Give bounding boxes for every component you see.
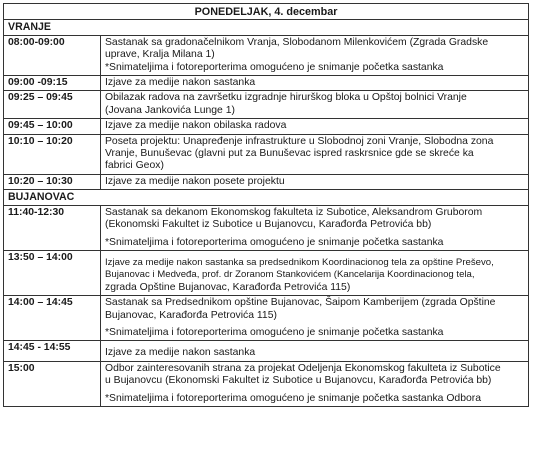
description-cell	[101, 174, 529, 189]
schedule-row	[4, 76, 529, 91]
description-cell	[101, 361, 529, 406]
section-row	[4, 20, 529, 35]
description-cell	[101, 35, 529, 75]
note-line: *Snimateljima i fotoreporterima omogućeno je snimanje početka sastanka	[105, 61, 444, 73]
description-line: Izjave za medije nakon sastanka	[105, 347, 256, 359]
description-line: Izjave za medije nakon sastanka sa predsednikom Koordinacionog tela za opštine Preševo,	[105, 256, 494, 268]
description-line: Vranje, Bunuševac (glavni put za Bunuševac ispred raskrsnice gde se skreće ka	[105, 148, 474, 160]
time-cell: 11:40-12:30	[4, 205, 101, 250]
description-line: Odbor zainteresovanih strana za projekat Odeljenja Ekonomskog fakulteta iz Subotice	[105, 362, 501, 374]
description-line: (Ekonomski Fakultet iz Subotice u Bujanovcu, Karađorđa Petrovića bb)	[105, 219, 432, 231]
note-line: *Snimateljima i fotoreporterima omogućeno je snimanje početka sastanka Odbora	[105, 392, 481, 404]
note-line: *Snimateljima i fotoreporterima omogućeno je snimanje početka sastanka	[105, 236, 444, 248]
schedule-row	[4, 341, 529, 361]
description-line: Izjave za medije nakon sastanka	[105, 77, 256, 89]
page-title: PONEDELJAK, 4. decembar	[4, 4, 529, 20]
description-cell	[101, 250, 529, 295]
description-cell	[101, 134, 529, 174]
section-title-bujanovac: BUJANOVAC	[4, 190, 529, 205]
time-cell: 09:00 -09:15	[4, 76, 101, 91]
time-cell: 14:45 - 14:55	[4, 341, 101, 361]
description-cell	[101, 205, 529, 250]
schedule-row	[4, 119, 529, 134]
description-line: Izjave za medije nakon obilaska radova	[105, 120, 287, 132]
time-cell: 08:00-09:00	[4, 35, 101, 75]
description-cell	[101, 341, 529, 361]
time-cell: 09:25 – 09:45	[4, 91, 101, 119]
schedule-row	[4, 174, 529, 189]
time-cell: 15:00	[4, 361, 101, 406]
schedule-row	[4, 361, 529, 406]
note-line: *Snimateljima i fotoreporterima omogućeno je snimanje početka sastanka	[105, 326, 444, 338]
description-line: uprave, Kralja Milana 1)	[105, 49, 215, 61]
schedule-table	[3, 3, 529, 407]
description-line: (Jovana Jankovića Lunge 1)	[105, 104, 235, 116]
title-row	[4, 4, 529, 20]
description-line: Bujanovac, Karađorđa Petrovića 115)	[105, 309, 277, 321]
time-cell: 10:20 – 10:30	[4, 174, 101, 189]
schedule-row	[4, 296, 529, 341]
section-row	[4, 190, 529, 205]
description-line: Bujanovac i Medveđa, prof. dr Zoranom Stankovićem (Kancelarija Koordinacionog tela,	[105, 269, 475, 281]
description-line: fabrici Geox)	[105, 160, 164, 172]
description-cell	[101, 296, 529, 341]
description-cell	[101, 91, 529, 119]
schedule-row	[4, 250, 529, 295]
time-cell: 09:45 – 10:00	[4, 119, 101, 134]
schedule-row	[4, 91, 529, 119]
description-line: Sastanak sa Predsednikom opštine Bujanovac, Šaipom Kamberijem (zgrada Opštine	[105, 297, 496, 309]
description-line: Izjave za medije nakon posete projektu	[105, 175, 285, 187]
description-line: u Bujanovcu (Ekonomski Fakultet iz Subotice u Bujanovcu, Karađorđa Petrovića bb)	[105, 375, 492, 387]
schedule-row	[4, 35, 529, 75]
time-cell: 14:00 – 14:45	[4, 296, 101, 341]
schedule-row	[4, 134, 529, 174]
schedule-row	[4, 205, 529, 250]
description-line: zgrada Opštine Bujanovac, Karađorđa Petrovića 115)	[105, 281, 351, 293]
description-line: Obilazak radova na završetku izgradnje hirurškog bloka u Opštoj bolnici Vranje	[105, 92, 467, 104]
time-cell: 13:50 – 14:00	[4, 250, 101, 295]
description-cell	[101, 119, 529, 134]
time-cell: 10:10 – 10:20	[4, 134, 101, 174]
section-title-vranje: VRANJE	[4, 20, 529, 35]
description-line: Poseta projektu: Unapređenje infrastrukture u Slobodnoj zoni Vranje, Slobodna zona	[105, 135, 494, 147]
description-line: Sastanak sa gradonačelnikom Vranja, Slobodanom Milenkovićem (Zgrada Gradske	[105, 36, 489, 48]
description-cell	[101, 76, 529, 91]
description-line: Sastanak sa dekanom Ekonomskog fakulteta iz Subotice, Aleksandrom Gruborom	[105, 206, 483, 218]
